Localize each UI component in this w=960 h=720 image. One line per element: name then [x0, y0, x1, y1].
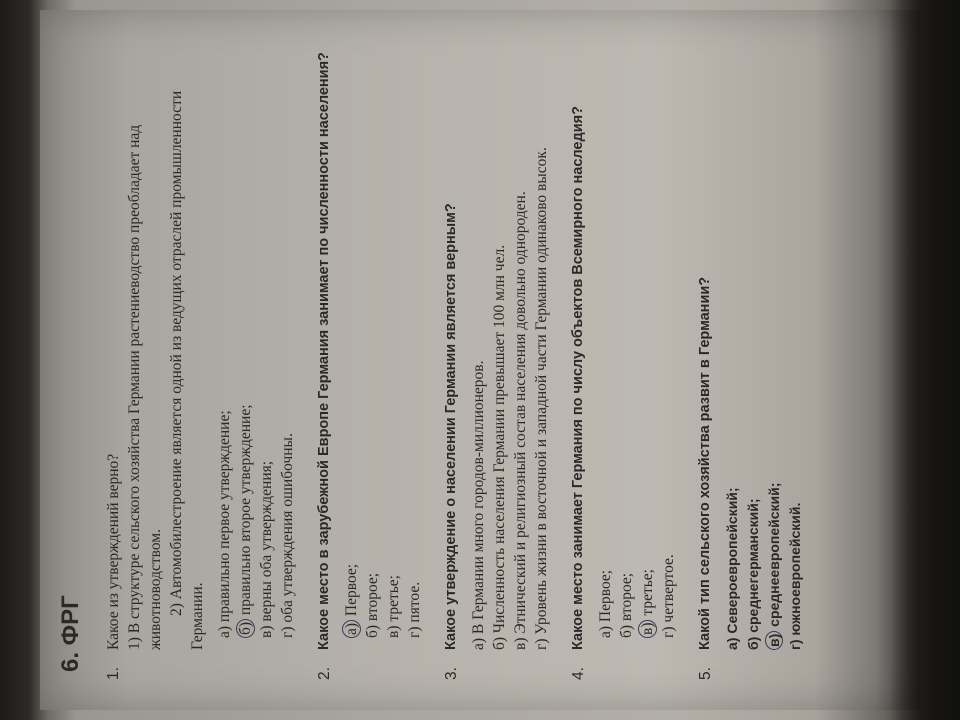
- answer-option: г) Уровень жизни в восточной и западной части Германии одинаково высок.: [533, 147, 550, 650]
- answer-option: б) Численность населения Германии превышает 100 млн чел.: [491, 244, 508, 650]
- question-text: Какое место занимает Германия по числу объектов Всемирного наследия?: [570, 106, 586, 650]
- shadow-edge: [890, 0, 960, 720]
- worksheet-title: 6. ФРГ: [57, 595, 84, 672]
- answer-option: в) верны оба утверждения;: [258, 460, 275, 638]
- rotated-worksheet: [50, 10, 910, 710]
- answer-option: г) оба утверждения ошибочны.: [279, 433, 296, 638]
- answer-list: [214, 30, 298, 638]
- answer-option: г) пятое.: [406, 581, 423, 638]
- answer-option: а) Североевропейский;: [724, 487, 740, 650]
- question-number: 5.: [697, 667, 714, 680]
- answer-circle-mark: в): [638, 620, 657, 638]
- answer-option: а) В Германии много городов-миллионеров.: [470, 360, 487, 650]
- answer-option: а) правильно первое утверждение;: [216, 410, 233, 638]
- question-text: Какое из утверждений верно?: [105, 453, 122, 650]
- answer-circle-mark: а): [342, 620, 361, 638]
- question-3: [441, 30, 552, 680]
- answer-option: б) среднегерманский;: [745, 498, 761, 650]
- answer-option-selected: б) правильно второе утверждение;: [235, 30, 256, 638]
- answer-option: в) Этнический и религиозный состав населения довольно однороден.: [512, 191, 529, 650]
- answer-option-selected: а) Первое;: [341, 30, 362, 638]
- question-2: [314, 30, 425, 680]
- answer-list: [468, 30, 552, 650]
- question-1: [103, 30, 298, 680]
- question-text: Какое утверждение о населении Германии является верным?: [443, 203, 459, 650]
- question-number: 3.: [443, 667, 460, 680]
- statement-2: 2) Автомобилестроение является одной из ведущих отраслей промышленности Германии.: [168, 90, 206, 650]
- answer-option: в) третье;: [385, 575, 402, 638]
- answer-option: а) Первое;: [597, 569, 614, 638]
- answer-option-selected: в) среднеевропейский;: [764, 30, 785, 650]
- answer-list: [595, 30, 679, 638]
- question-number: 1.: [105, 667, 122, 680]
- question-4: [568, 30, 679, 680]
- answer-option: г) четвертое.: [660, 554, 677, 638]
- answer-option: б) второе;: [364, 572, 381, 638]
- statement-1: 1) В структуре сельского хозяйства Германии растениеводство преобладает над животноводством.: [126, 124, 164, 650]
- question-text: Какое место в зарубежной Европе Германия занимает по численности населения?: [316, 52, 332, 650]
- answer-circle-mark: в): [765, 631, 783, 650]
- answer-option: г) южноевропейский.: [787, 502, 803, 650]
- answer-list: [722, 30, 806, 650]
- question-5: [695, 30, 806, 680]
- question-number: 4.: [570, 667, 587, 680]
- question-text: Какой тип сельского хозяйства развит в Германии?: [697, 276, 713, 650]
- question-number: 2.: [316, 667, 333, 680]
- answer-circle-mark: б): [236, 619, 255, 638]
- answer-option-selected: в) третье;: [637, 30, 658, 638]
- answer-option: б) второе;: [618, 572, 635, 638]
- answer-list: [341, 30, 425, 638]
